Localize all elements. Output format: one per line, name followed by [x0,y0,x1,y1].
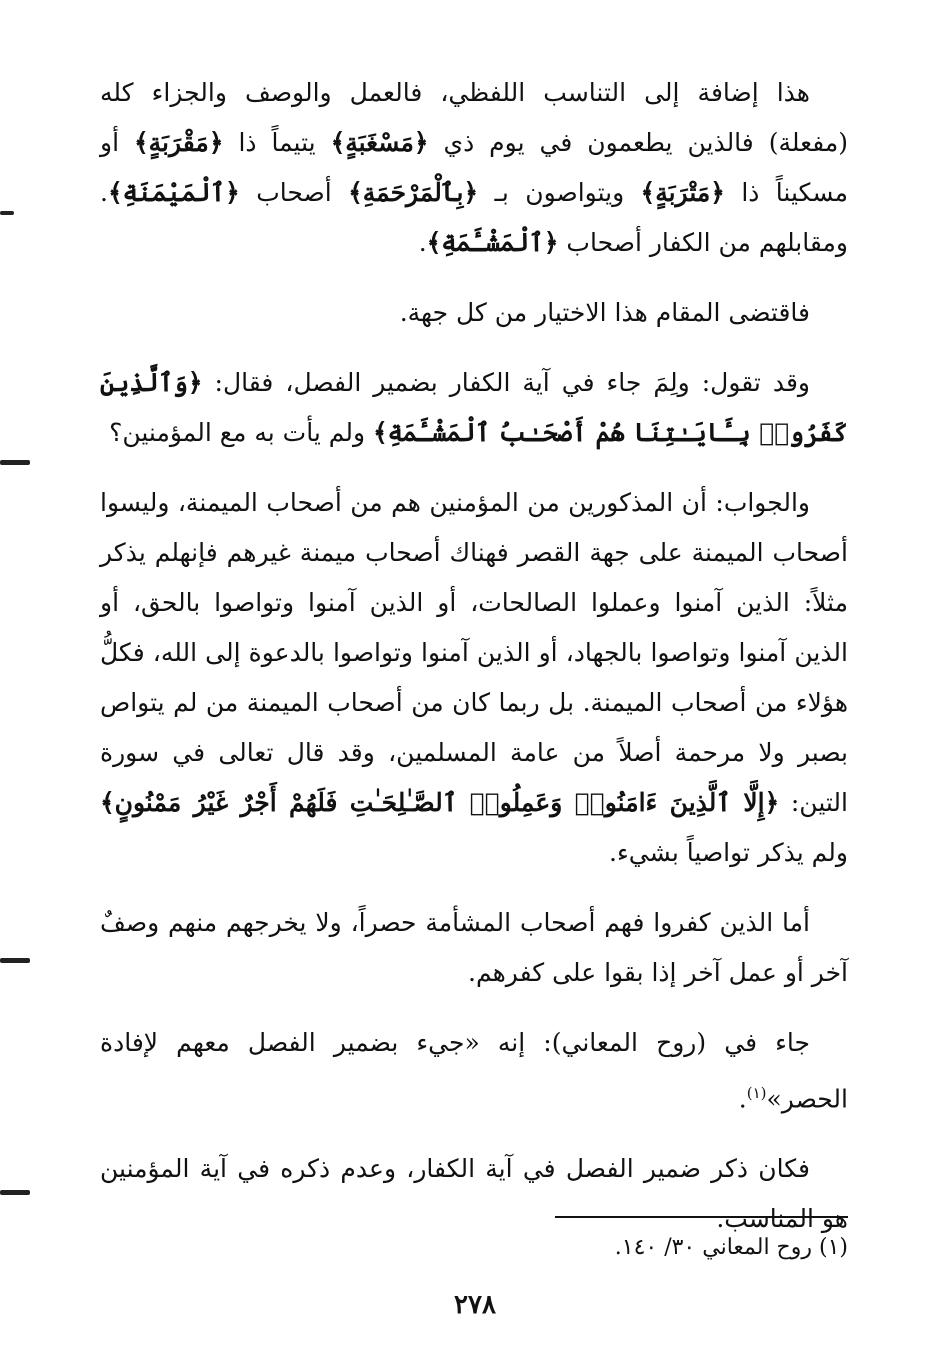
footnote-divider [555,1216,848,1218]
text: . [418,228,427,257]
main-text [100,68,848,1264]
paragraph-3 [100,358,848,458]
quran-quote: ﴿مَسْغَبَةٍ﴾ [330,128,429,157]
text: وقد تقول: ولِمَ جاء في آية الكفار بضمير الفصل، فقال: [202,368,810,397]
text: يتيماً ذا [223,128,331,157]
quran-quote: ﴿ٱلْمَشْـَٔمَةِ﴾ [426,228,559,257]
text: فكان ذكر ضمير الفصل في آية الكفار، وعدم ذكره في آية المؤمنين هو المناسب. [100,1154,848,1234]
quran-quote: ﴿ٱلْمَيْمَنَةِ﴾ [107,178,240,207]
quran-quote: ﴿مَتْرَبَةٍ﴾ [640,178,725,207]
paragraph-5 [100,898,848,998]
quran-quote: ﴿بِٱلْمَرْحَمَةِ﴾ [348,178,479,207]
text: . ومقابلهم من الكفار أصحاب [100,178,848,257]
paragraph-2 [100,288,848,338]
paragraph-1 [100,68,848,268]
margin-mark [0,460,30,465]
text: ولم يأت به مع المؤمنين؟ [109,418,374,447]
text: هذا إضافة إلى التناسب اللفظي، فالعمل والوصف والجزاء كله (مفعلة) فالذين يطعمون في يوم ذي [100,78,848,157]
text: ولم يذكر تواصياً بشيء. [609,838,848,867]
text: جاء في (روح المعاني): إنه «جيء بضمير الفصل معهم لإفادة الحصر» [100,1028,848,1114]
text: أصحاب [239,178,349,207]
footnote: (١) روح المعاني ٣٠/ ١٤٠. [614,1235,848,1260]
paragraph-4 [100,478,848,878]
quran-quote: ﴿إِلَّا ٱلَّذِينَ ءَامَنُوا۟ وَعَمِلُوا۟ ٱلصَّـٰلِحَـٰتِ فَلَهُمْ أَجْرٌ غَيْرُ مَمْنُونٍ﴾ [100,788,780,817]
margin-mark [0,958,30,963]
paragraph-6 [100,1018,848,1124]
quran-quote: ﴿وَٱلَّذِينَ كَفَرُوا۟ بِـَٔايَـٰتِنَا هُمْ أَصْحَـٰبُ ٱلْمَشْـَٔمَةِ﴾ [100,368,848,447]
text: والجواب: أن المذكورين من المؤمنين هم من أصحاب الميمنة، وليسوا أصحاب الميمنة على جهة القصر فهناك أصحاب ميمنة غيرهم فإنهلم يذكر مثلاً: الذين آمنوا وعملوا الصالحات، أو الذين آمنوا وتواصوا بالحق، أو الذين آمنوا وتواصوا بالجهاد، أو الذين آمنوا وتواصوا بالدعوة إلى الله، فكلُّ هؤلاء من أصحاب الميمنة. بل ربما كان من أصحاب الميمنة من لم يتواص بصبر ولا مرحمة أصلاً من عامة المسلمين، وقد قال تعالى في سورة التين: [100,488,848,817]
text: فاقتضى المقام هذا الاختيار من كل جهة. [399,298,810,327]
page-number: ٢٧٨ [454,1290,496,1320]
margin-mark [0,211,14,215]
text: ويتواصون بـ [478,178,641,207]
text: أما الذين كفروا فهم أصحاب المشأمة حصراً، ولا يخرجهم منهم وصفٌ آخر أو عمل آخر إذا بقوا على كفرهم. [100,908,848,987]
footnote-ref: (١) [746,1084,767,1102]
text: . [738,1084,747,1114]
text: أو مسكيناً ذا [100,128,849,207]
quran-quote: ﴿مَقْرَبَةٍ﴾ [133,128,224,157]
margin-mark [0,1190,30,1195]
